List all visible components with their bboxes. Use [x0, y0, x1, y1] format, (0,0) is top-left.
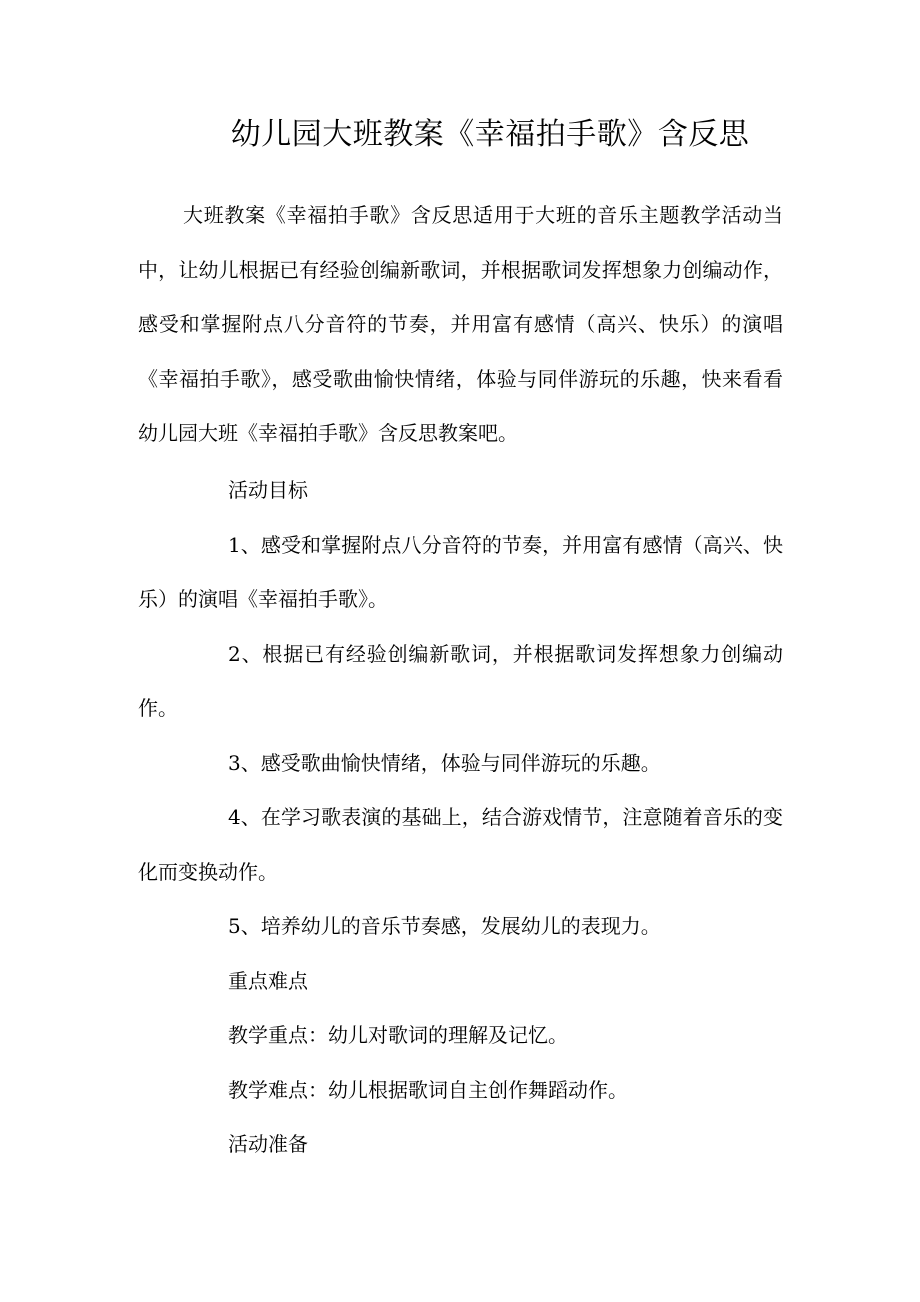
content-section — [138, 463, 783, 1172]
goal-item-1: 1、感受和掌握附点八分音符的节奏，并用富有感情（高兴、快乐）的演唱《幸福拍手歌》。 — [138, 532, 783, 611]
heading-key-points: 重点难点 — [228, 968, 308, 993]
goal-item-4: 4、在学习歌表演的基础上，结合游戏情节，注意随着音乐的变化而变换动作。 — [138, 805, 783, 884]
goal-item-5: 5、培养幼儿的音乐节奏感，发展幼儿的表现力。 — [228, 914, 661, 938]
heading-activity-prep: 活动准备 — [228, 1132, 308, 1156]
intro-paragraph: 大班教案《幸福拍手歌》含反思适用于大班的音乐主题教学活动当中，让幼儿根据已有经验创编新歌词，并根据歌词发挥想象力创编动作，感受和掌握附点八分音符的节奏，并用富有感情（高兴、快乐）的演唱《幸福拍手歌》，感受歌曲愉快情绪，体验与同伴游玩的乐趣，快来看看幼儿园大班《幸福拍手歌》含反思教案吧。 — [138, 203, 783, 445]
goal-item-2: 2、根据已有经验创编新歌词，并根据歌词发挥想象力创编动作。 — [138, 641, 783, 720]
teaching-focus: 教学重点：幼儿对歌词的理解及记忆。 — [228, 1023, 568, 1047]
heading-activity-goals: 活动目标 — [228, 478, 308, 502]
goal-item-3: 3、感受歌曲愉快情绪，体验与同伴游玩的乐趣。 — [228, 750, 661, 775]
page-title: 幼儿园大班教案《幸福拍手歌》含反思 — [230, 117, 750, 152]
teaching-difficulty: 教学难点：幼儿根据歌词自主创作舞蹈动作。 — [228, 1077, 628, 1102]
